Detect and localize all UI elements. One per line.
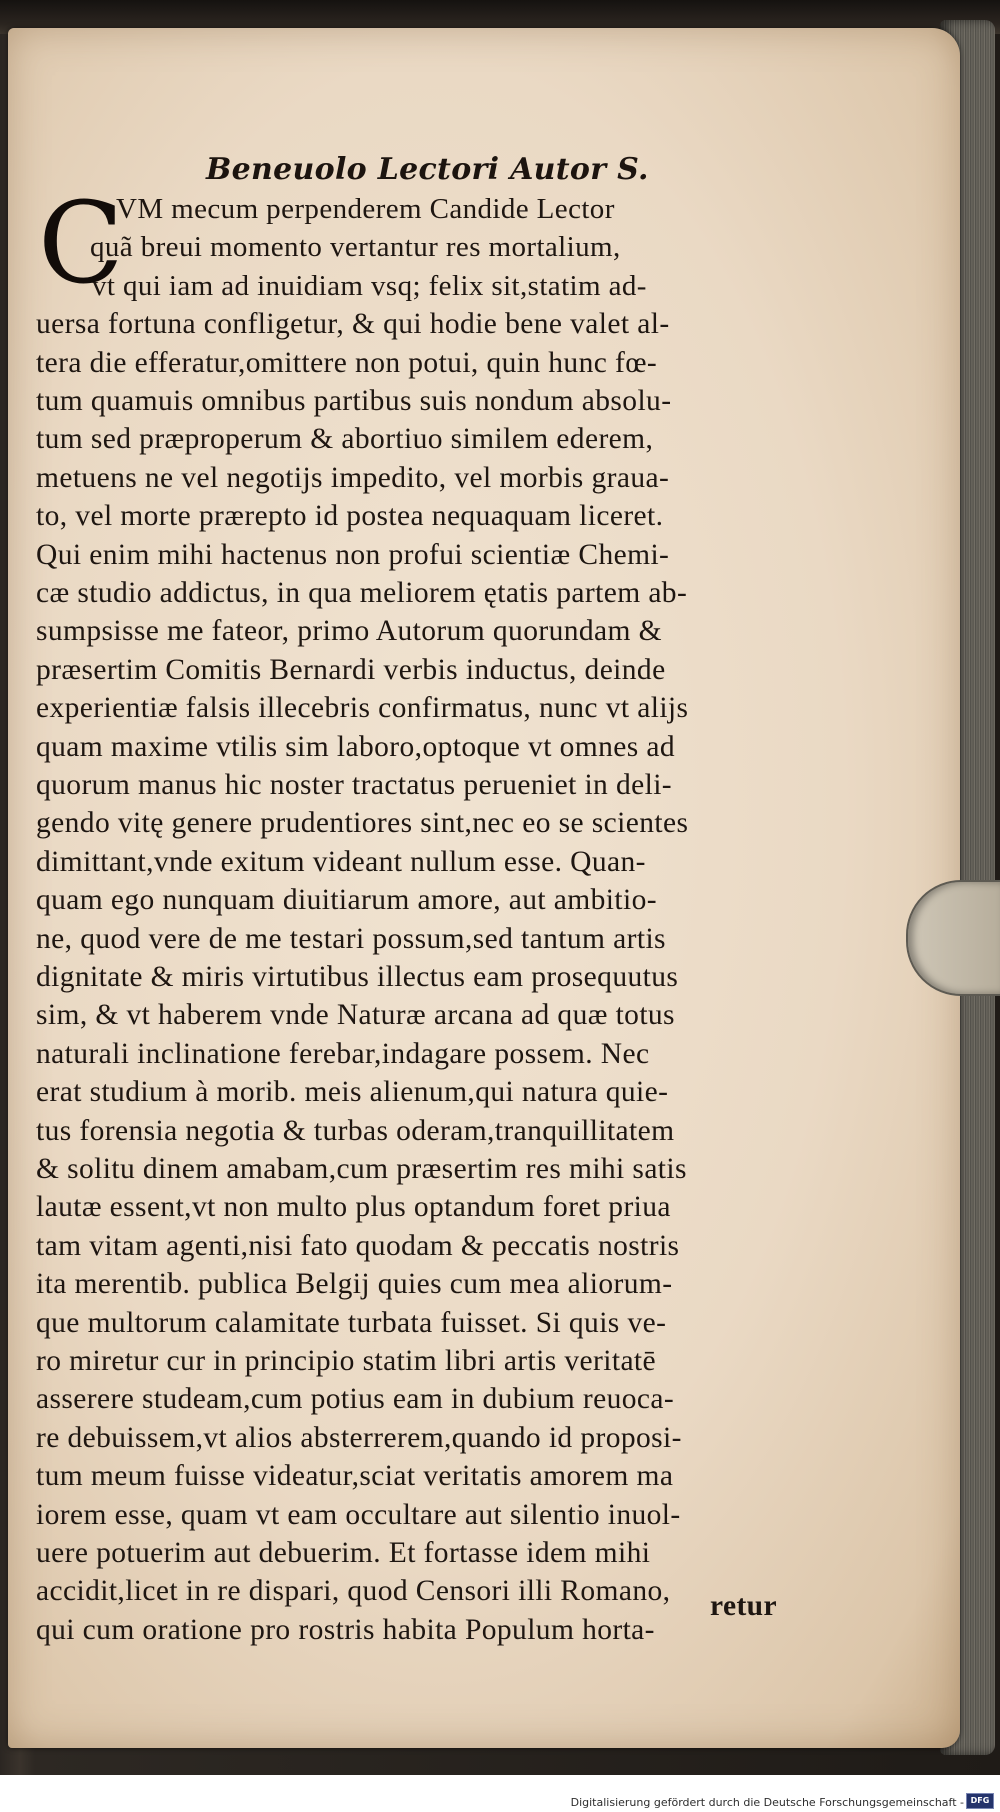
text-line: naturali inclinatione ferebar,indagare possem. Nec	[36, 1037, 650, 1070]
text-line: dignitate & miris virtutibus illectus eam prosequutus	[36, 961, 679, 993]
text-line: quam maxime vtilis sim laboro,optoque vt omnes ad	[36, 730, 676, 763]
text-line: metuens ne vel negotijs impedito, vel morbis grauа-	[36, 461, 670, 494]
text-line: qui cum oratione pro rostris habita Populum horta-	[36, 1613, 655, 1646]
text-line: ita merentib. publica Belgij quies cum mea aliorum-	[36, 1268, 673, 1301]
text-line: cæ studio addictus, in qua meliorem ętatis partem ab-	[36, 577, 688, 609]
footer-credit: Digitalisierung gefördert durch die Deutsche Forschungsgemeinschaft -	[570, 1796, 964, 1809]
text-line: experientiæ falsis illecebris confirmatus, nunc vt alijs	[36, 692, 689, 725]
text-line: quam ego nunquam diuitiarum amore, aut ambitio-	[36, 884, 657, 917]
text-line: que multorum calamitate turbata fuisset. Si quis ve-	[36, 1306, 667, 1339]
text-line: Qui enim mihi hactenus non profui scientiæ Chemi-	[36, 538, 670, 571]
text-line: dimittant,vnde exitum videant nullum esse. Quan-	[36, 845, 646, 878]
text-line: lautæ essent,vt non multo plus optandum foret priua	[36, 1191, 671, 1224]
text-line: quã breui momento vertantur res mortalium,	[90, 231, 621, 264]
text-line: sim, & vt haberem vnde Naturæ arcana ad quæ totus	[36, 999, 675, 1032]
text-line: uersa fortuna confligetur, & qui hodie bene valet al-	[36, 308, 670, 341]
text-line: tum meum fuisse videatur,sciat veritatis amorem ma	[36, 1460, 674, 1493]
text-line: to, vel morte prærepto id postea nequaquam liceret.	[36, 500, 664, 533]
text-line: tera die efferatur,omittere non potui, quin hunc fœ-	[36, 346, 658, 379]
text-line: sumpsisse me fateor, primo Autorum quorundam &	[36, 615, 662, 648]
text-line: ne, quod vere de me testari possum,sed tantum artis	[36, 922, 666, 955]
text-line: præsertim Comitis Bernardi verbis inductus, deinde	[36, 653, 666, 686]
text-line: tum sed præproperum & abortiuo similem ederem,	[36, 423, 654, 456]
text-line: tum quamuis omnibus partibus suis nondum absolu-	[36, 385, 672, 417]
text-line: iorem esse, quam vt eam occultare aut silentio inuol-	[36, 1498, 681, 1531]
catchword: retur	[710, 1590, 777, 1622]
text-line: accidit,licet in re dispari, quod Censori illi Romano,	[36, 1575, 671, 1608]
text-line: asserere studeam,cum potius eam in dubium reuoca-	[36, 1383, 675, 1416]
page-heading: Beneuolo Lectori Autor S.	[206, 152, 649, 187]
text-line: gendo vitę genere prudentiores sint,nec eo se scientes	[36, 807, 689, 840]
text-line: re debuissem,vt alios absterrerem,quando id proposi-	[36, 1421, 682, 1454]
text-line: ro miretur cur in principio statim libri artis veritatē	[36, 1345, 657, 1377]
page-tab	[906, 880, 1000, 996]
text-line: quorum manus hic noster tractatus perueniet in deli-	[36, 769, 673, 801]
text-line: vt qui iam ad inuidiam vsq; felix sit,statim ad-	[92, 269, 647, 302]
text-line: tus forensia negotia & turbas oderam,tranquillitatem	[36, 1114, 675, 1147]
dfg-logo: DFG	[966, 1793, 994, 1809]
text-line: erat studium à morib. meis alienum,qui natura quie-	[36, 1076, 669, 1109]
drop-cap: C	[38, 179, 124, 309]
text-line: & solitu dinem amabam,cum præsertim res mihi satis	[36, 1153, 687, 1185]
text-line: uere potuerim aut debuerim. Et fortasse idem mihi	[36, 1537, 651, 1569]
text-line: VM mecum perpenderem Candide Lector	[116, 193, 615, 225]
text-line: tam vitam agenti,nisi fato quodam & peccatis nostris	[36, 1229, 680, 1262]
